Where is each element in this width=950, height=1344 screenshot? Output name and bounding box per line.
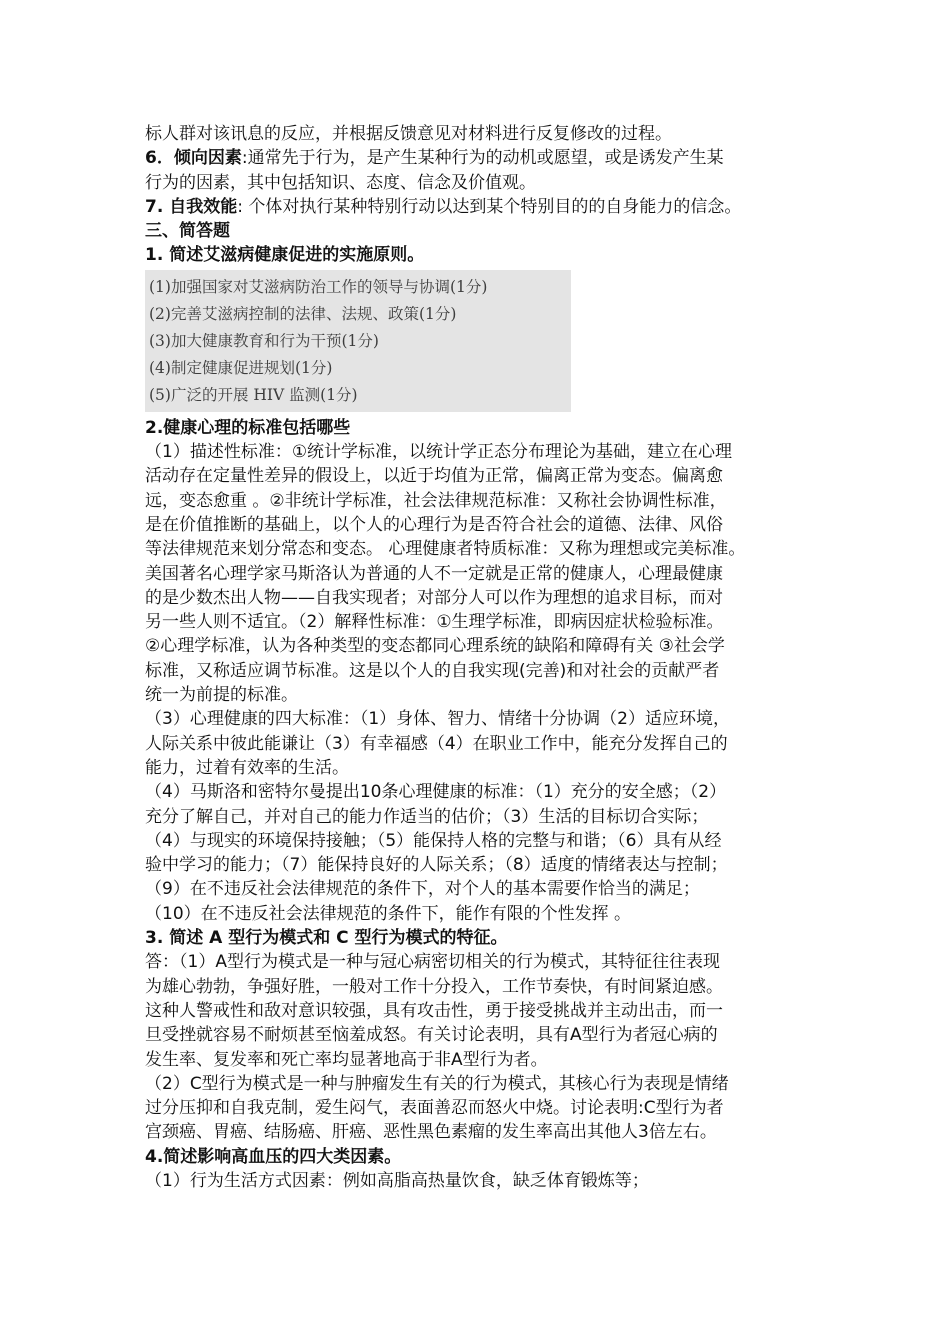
question-3: 3. 简述 A 型行为模式和 C 型行为模式的特征。 xyxy=(145,928,508,949)
definition-6 xyxy=(145,146,825,170)
text-line: 活动存在定量性差异的假设上，以近于均值为正常，偏离正常为变态。偏离愈 xyxy=(145,466,723,487)
text-line: 能力，过着有效率的生活。 xyxy=(145,757,349,778)
question-4-body xyxy=(145,1169,825,1193)
scan-line: (2)完善艾滋病控制的法律、法规、政策(1分) xyxy=(149,304,457,323)
text-line: （4）马斯洛和密特尔曼提出10条心理健康的标准：（1）充分的安全感；（2） xyxy=(145,782,727,803)
text-line: 等法律规范来划分常态和变态。 心理健康者特质标准：又称为理想或完美标准。 xyxy=(145,539,746,560)
scan-line: (4)制定健康促进规划(1分) xyxy=(149,358,333,377)
question-4: 4.简述影响高血压的四大类因素。 xyxy=(145,1146,402,1167)
text-line: 充分了解自己，并对自己的能力作适当的估价；（3）生活的目标切合实际； xyxy=(145,806,709,827)
term-text: :通常先于行为，是产生某种行为的动机或愿望，或是诱发产生某 xyxy=(241,148,724,169)
question-2-body xyxy=(145,440,825,926)
term-label: 6．倾向因素 xyxy=(145,148,242,169)
text-line: 另一些人则不适宜。（2）解释性标准：①生理学标准，即病因症状检验标准。 xyxy=(145,612,724,633)
scan-line: (1)加强国家对艾滋病防治工作的领导与协调(1分) xyxy=(149,277,488,296)
text-line: 标准，又称适应调节标准。这是以个人的自我实现(完善)和对社会的贡献严者 xyxy=(145,660,720,681)
text-line: 旦受挫就容易不耐烦甚至恼羞成怒。有关讨论表明，具有A型行为者冠心病的 xyxy=(145,1025,718,1046)
text-line: 答：（1）A型行为模式是一种与冠心病密切相关的行为模式，其特征往往表现 xyxy=(145,952,720,973)
text-line: 为雄心勃勃，争强好胜，一般对工作十分投入，工作节奏快，有时间紧迫感。 xyxy=(145,976,723,997)
text-line: （9）在不违反社会法律规范的条件下，对个人的基本需要作恰当的满足； xyxy=(145,879,700,900)
text-line: 验中学习的能力；（7）能保持良好的人际关系；（8）适度的情绪表达与控制； xyxy=(145,855,728,876)
text-line: 人际关系中彼此能谦让（3）有幸福感（4）在职业工作中，能充分发挥自己的 xyxy=(145,733,728,754)
text-line: 是在价值推断的基础上，以个人的心理行为是否符合社会的道德、法律、风俗 xyxy=(145,514,723,535)
text-line: 美国著名心理学家马斯洛认为普通的人不一定就是正常的健康人，心理最健康 xyxy=(145,563,723,584)
text-line: （1）描述性标准：①统计学标准，以统计学正态分布理论为基础，建立在心理 xyxy=(145,442,733,463)
text-line: （10）在不违反社会法律规范的条件下，能作有限的个性发挥 。 xyxy=(145,903,632,924)
text-line: 发生率、复发率和死亡率均显著地高于非A型行为者。 xyxy=(145,1049,548,1070)
text-line: 标人群对该讯息的反应，并根据反馈意见对材料进行反复修改的过程。 xyxy=(145,124,672,144)
text-line: 过分压抑和自我克制，爱生闷气，表面善忍而怒火中烧。讨论表明:C型行为者 xyxy=(145,1098,724,1119)
text-line: 行为的因素，其中包括知识、态度、信念及价值观。 xyxy=(145,172,536,193)
document-page xyxy=(145,122,825,1193)
text-line: 这种人警戒性和敌对意识较强，具有攻击性，勇于接受挑战并主动出击，而一 xyxy=(145,1000,723,1021)
text-line: 远，变态愈重 。②非统计学标准，社会法律规范标准：又称社会协调性标准， xyxy=(145,490,727,511)
text-line: 统一为前提的标准。 xyxy=(145,685,298,706)
scan-line: (5)广泛的开展 HIV 监测(1分) xyxy=(149,385,358,404)
text-line: （3）心理健康的四大标准：（1）身体、智力、情绪十分协调（2）适应环境， xyxy=(145,709,730,730)
text-line: ②心理学标准，认为各种类型的变态都同心理系统的缺陷和障碍有关 ③社会学 xyxy=(145,636,725,657)
scanned-answer-image xyxy=(145,270,571,412)
text-line: （4）与现实的环境保持接触；（5）能保持人格的完整与和谐；（6）具有从经 xyxy=(145,830,722,851)
question-2: 2.健康心理的标准包括哪些 xyxy=(145,417,351,438)
text-line: 的是少数杰出人物——自我实现者；对部分人可以作为理想的追求目标，而对 xyxy=(145,587,723,608)
question-1: 1. 简述艾滋病健康促进的实施原则。 xyxy=(145,245,425,266)
text-line: （2）C型行为模式是一种与肿瘤发生有关的行为模式，其核心行为表现是情绪 xyxy=(145,1073,729,1094)
scan-line: (3)加大健康教育和行为干预(1分) xyxy=(149,331,379,350)
definition-7 xyxy=(145,195,825,219)
term-text: : 个体对执行某种特别行动以达到某个特别目的的自身能力的信念。 xyxy=(237,196,742,217)
section-heading: 三、简答题 xyxy=(145,221,230,242)
term-label: 7. 自我效能 xyxy=(145,196,238,217)
text-line: 宫颈癌、胃癌、结肠癌、肝癌、恶性黑色素瘤的发生率高出其他人3倍左右。 xyxy=(145,1122,717,1143)
question-3-body xyxy=(145,950,825,1144)
text-line: （1）行为生活方式因素：例如高脂高热量饮食，缺乏体育锻炼等； xyxy=(145,1170,649,1191)
